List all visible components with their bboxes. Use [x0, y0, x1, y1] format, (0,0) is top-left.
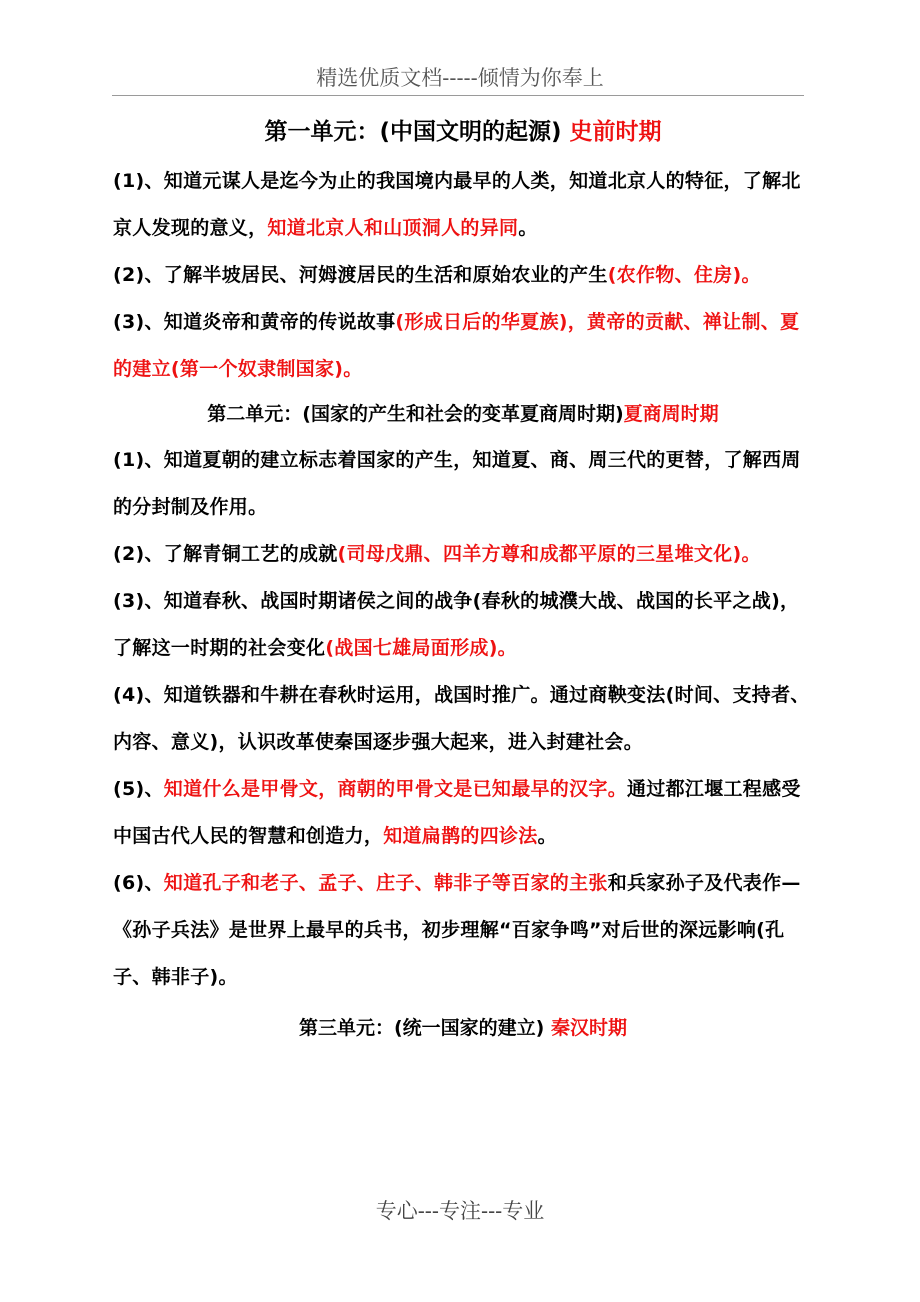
unit2-item-6-text: 和兵家孙子及代表作—《孙子兵法》是世界上最早的兵书，初步理解“百家争鸣”对后世的深远影响(孔子、韩非子)。	[113, 872, 801, 988]
header-divider	[112, 95, 804, 96]
unit2-title-text: 第二单元：(国家的产生和社会的变革夏商周时期)	[207, 403, 624, 425]
unit2-item-4-text: (4)、知道铁器和牛耕在春秋时运用，战国时推广。通过商鞅变法(时间、支持者、内容、意义)，认识改革使秦国逐步强大起来，进入封建社会。	[113, 684, 810, 753]
unit2-item-3	[113, 578, 813, 672]
unit2-item-5-end: 。	[537, 825, 557, 847]
unit1-item-2-text: (2)、了解半坡居民、河姆渡居民的生活和原始农业的产生	[113, 264, 608, 286]
unit1-title-text: 第一单元：(中国文明的起源)	[264, 119, 562, 145]
unit1-item-1	[113, 158, 813, 252]
unit1-item-1-highlight: 知道北京人和山顶洞人的异同	[267, 217, 519, 239]
unit2-item-6-number: (6)、	[113, 872, 164, 894]
unit2-item-6-highlight: 知道孔子和老子、孟子、庄子、韩非子等百家的主张	[163, 872, 608, 894]
unit2-item-2-highlight: (司母戊鼎、四羊方尊和成都平原的三星堆文化)。	[337, 543, 761, 565]
unit2-item-1	[113, 437, 813, 531]
unit1-item-1-end: 。	[518, 217, 538, 239]
unit2-item-5-highlight-2: 知道扁鹊的四诊法	[383, 825, 538, 847]
unit2-item-3-highlight: (战国七雄局面形成)。	[325, 637, 517, 659]
unit1-period: 史前时期	[569, 119, 662, 145]
unit1-title	[113, 112, 813, 152]
unit2-period: 夏商周时期	[623, 403, 719, 425]
unit1-item-2-highlight: (农作物、住房)。	[607, 264, 761, 286]
document-body	[113, 112, 813, 1051]
unit2-item-5-number: (5)、	[113, 778, 164, 800]
unit2-item-6	[113, 860, 813, 1001]
unit1-item-3-highlight: (形成日后的华夏族)，黄帝的贡献、禅让制、夏的建立(第一个奴隶制国家)。	[113, 311, 800, 380]
unit1-item-3	[113, 299, 813, 393]
unit1-item-1-text: (1)、知道元谋人是迄今为止的我国境内最早的人类，知道北京人的特征，了解北京人发现的意义，	[113, 170, 801, 239]
unit2-item-1-text: (1)、知道夏朝的建立标志着国家的产生，知道夏、商、周三代的更替，了解西周的分封制及作用。	[113, 449, 801, 518]
unit2-title	[113, 395, 813, 433]
unit3-period: 秦汉时期	[550, 1017, 627, 1039]
page-footer: 专心---专注---专业	[375, 1199, 545, 1223]
page-header: 精选优质文档-----倾情为你奉上	[316, 66, 604, 90]
unit2-item-2	[113, 531, 813, 578]
unit3-title-text: 第三单元：(统一国家的建立)	[298, 1017, 545, 1039]
unit2-item-3-text: (3)、知道春秋、战国时期诸侯之间的战争(春秋的城濮大战、战国的长平之战)，了解这一时期的社会变化	[113, 590, 800, 659]
unit2-item-5	[113, 766, 813, 860]
unit3-title	[113, 1009, 813, 1047]
unit2-item-2-text: (2)、了解青铜工艺的成就	[113, 543, 338, 565]
unit2-item-5-text: 通过都江堰工程感受中国古代人民的智慧和创造力，	[113, 778, 801, 847]
unit1-item-2	[113, 252, 813, 299]
unit2-item-4	[113, 672, 813, 766]
unit2-item-5-highlight-1: 知道什么是甲骨文，商朝的甲骨文是已知最早的汉字。	[163, 778, 627, 800]
unit1-item-3-text: (3)、知道炎帝和黄帝的传说故事	[113, 311, 396, 333]
